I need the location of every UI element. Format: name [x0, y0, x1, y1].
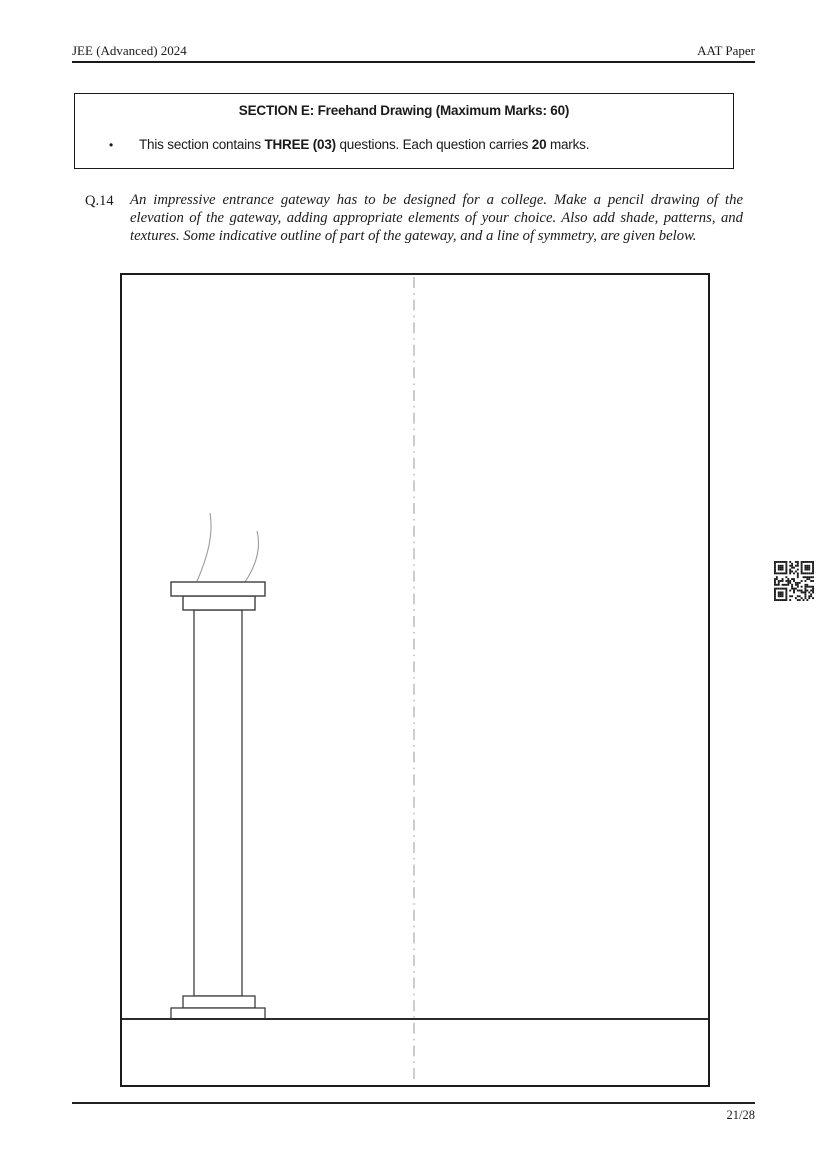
sketch-stroke-left	[197, 513, 211, 581]
header-rule	[72, 61, 755, 63]
question-text: An impressive entrance gateway has to be designed for a college. Make a pencil drawing of the elevation of the gateway, adding appropriate elements of your choice. Also add shade, patterns, and textures. Some indicative outline of part of the gateway, and a line of symmetry, are given below.	[130, 192, 743, 244]
column-abacus	[171, 582, 265, 596]
qr-code	[774, 561, 814, 601]
sketch-stroke-right	[245, 531, 259, 582]
bullet-icon: •	[109, 138, 114, 152]
bullet-text-bold: 20	[531, 137, 547, 152]
bullet-text-part: questions. Each question carries	[335, 137, 532, 152]
column-shaft	[194, 610, 242, 996]
question-block	[85, 192, 745, 245]
footer-rule	[72, 1102, 755, 1104]
bullet-text	[139, 137, 589, 152]
question-number: Q.14	[85, 193, 114, 209]
page-footer	[727, 1108, 755, 1123]
page-number: 21/28	[726, 1108, 755, 1122]
column-echinus	[183, 596, 255, 610]
bullet-text-part: This section contains	[139, 137, 265, 152]
section-bullet-item	[109, 137, 719, 153]
drawing-area	[120, 273, 710, 1087]
page-header	[72, 44, 755, 58]
header-right-title: AAT Paper	[697, 43, 755, 58]
header-left-title: JEE (Advanced) 2024	[72, 43, 187, 58]
section-title: SECTION E: Freehand Drawing (Maximum Marks: 60)	[238, 103, 570, 118]
section-instructions-box	[74, 93, 734, 169]
bullet-text-part: marks.	[546, 137, 590, 152]
bullet-text-bold: THREE (03)	[264, 137, 336, 152]
column-base-upper	[183, 996, 255, 1008]
column-base-plinth	[171, 1008, 265, 1019]
gateway-outline-drawing	[122, 275, 708, 1085]
